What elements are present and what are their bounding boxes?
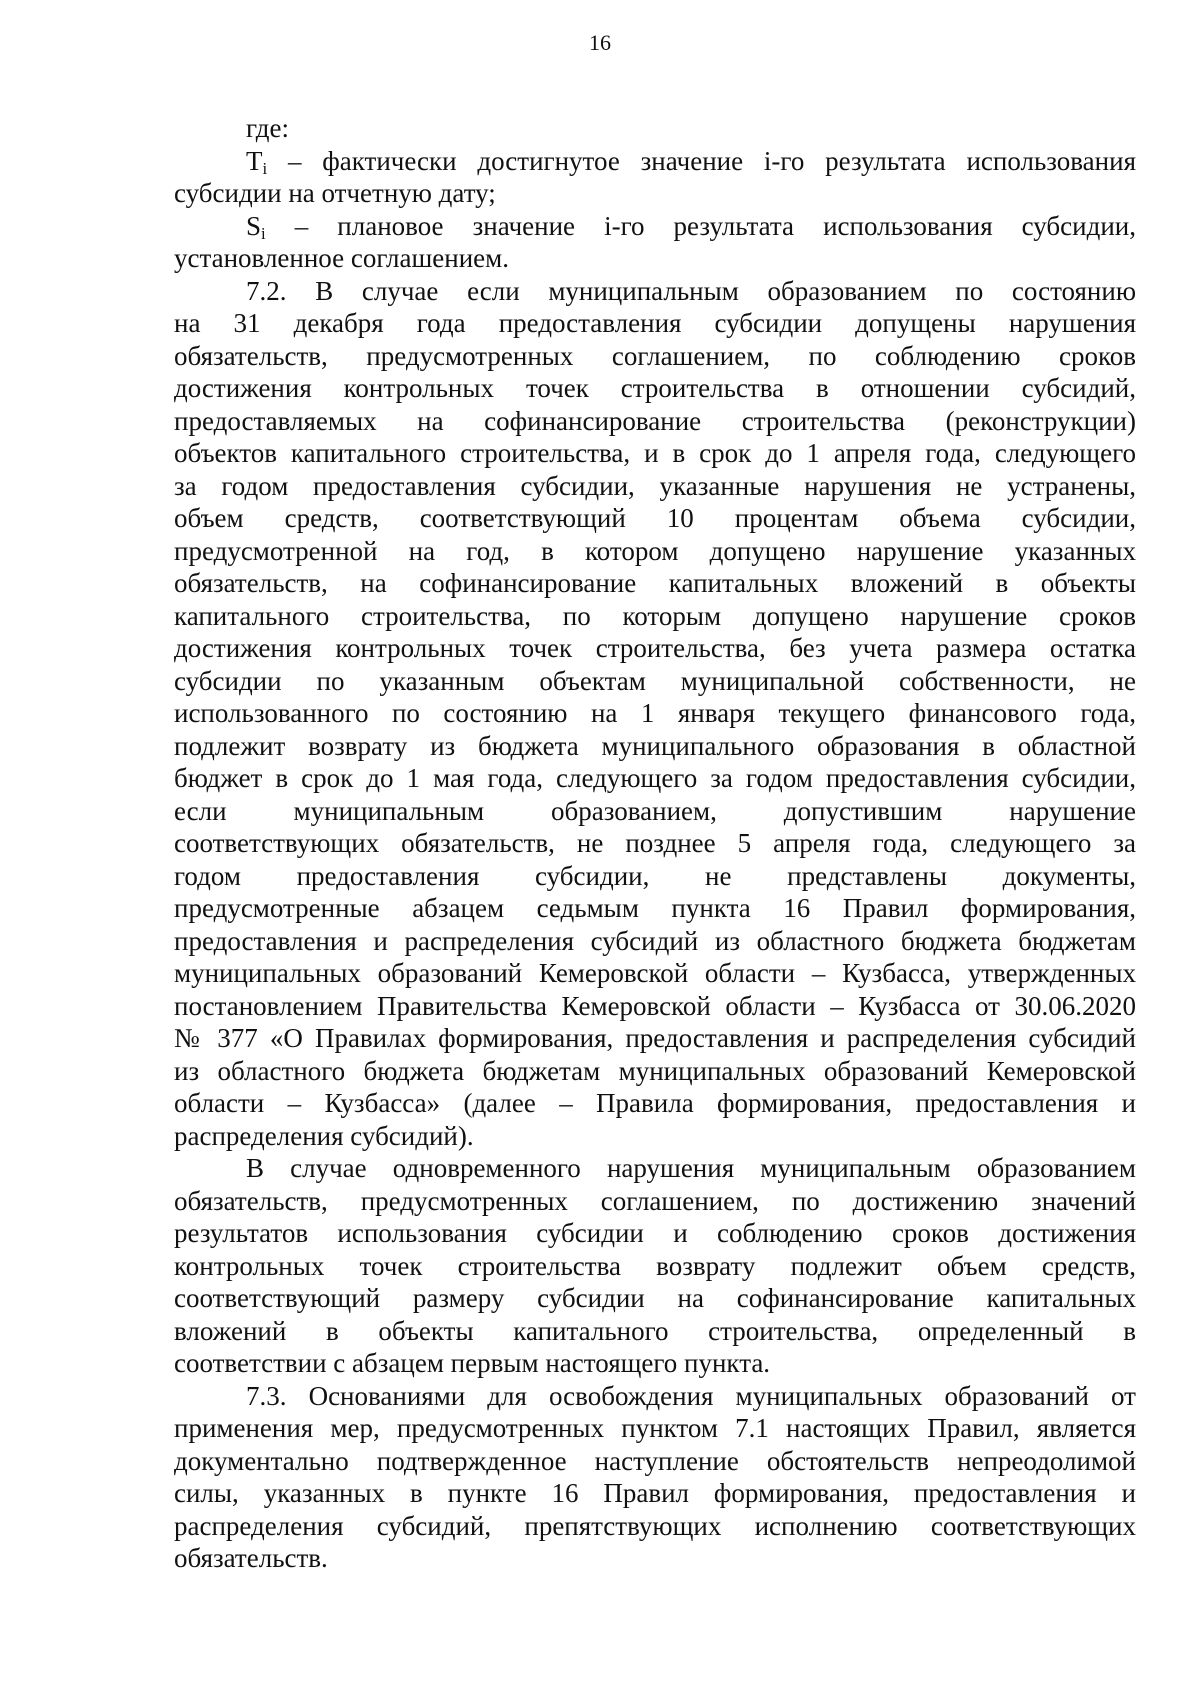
paragraph-line: применения мер, предусмотренных пунктом 7.1 настоящих Правил, является bbox=[174, 1413, 1136, 1443]
paragraph-line: 7.3. Основаниями для освобождения муниципальных образований от bbox=[246, 1380, 1136, 1411]
definition-s-line-1 bbox=[174, 210, 1136, 243]
document-body bbox=[174, 112, 1136, 1575]
paragraph-line: результатов использования субсидии и соблюдению сроков достижения bbox=[174, 1218, 1136, 1248]
paragraph-p-simultaneous bbox=[174, 1152, 1136, 1380]
paragraph-line: постановлением Правительства Кемеровской области – Кузбасса от 30.06.2020 bbox=[174, 990, 1136, 1021]
paragraph-line: субсидии по указанным объектам муниципальной собственности, не bbox=[174, 665, 1136, 696]
paragraph-line: предоставления и распределения субсидий из областного бюджета бюджетам bbox=[174, 925, 1136, 956]
s-symbol: S bbox=[246, 210, 262, 241]
paragraph-line: соответствующих обязательств, не позднее 5 апреля года, следующего за bbox=[174, 828, 1136, 858]
where-label: где: bbox=[246, 113, 289, 143]
paragraph-line: использованного по состоянию на 1 января текущего финансового года, bbox=[174, 698, 1136, 728]
paragraph-line: бюджет в срок до 1 мая года, следующего за годом предоставления субсидии, bbox=[174, 763, 1136, 793]
paragraph-line: объем средств, соответствующий 10 процентам объема субсидии, bbox=[174, 503, 1136, 533]
paragraph-line: силы, указанных в пункте 16 Правил формирования, предоставления и bbox=[174, 1478, 1136, 1508]
paragraph-p-7-3 bbox=[174, 1380, 1136, 1575]
t-subscript: i bbox=[262, 158, 268, 178]
paragraph-line: контрольных точек строительства возврату подлежит объем средств, bbox=[174, 1250, 1136, 1281]
paragraph-line: предоставляемых на софинансирование строительства (реконструкции) bbox=[174, 405, 1136, 436]
paragraph-line: № 377 «О Правилах формирования, предоставления и распределения субсидий bbox=[174, 1023, 1136, 1053]
paragraph-line: соответствующий размеру субсидии на софинансирование капитальных bbox=[174, 1283, 1136, 1313]
paragraph-line: обязательств, предусмотренных соглашением, по соблюдению сроков bbox=[174, 340, 1136, 371]
paragraph-p-7-2 bbox=[174, 275, 1136, 1153]
paragraph-line: на 31 декабря года предоставления субсидии допущены нарушения bbox=[174, 308, 1136, 338]
t-definition-text: – фактически достигнутое значение i-го результата использования bbox=[267, 145, 1136, 176]
paragraph-line: вложений в объекты капитального строительства, определенный в bbox=[174, 1315, 1136, 1346]
paragraph-line: если муниципальным образованием, допустившим нарушение bbox=[174, 795, 1136, 826]
paragraph-line: годом предоставления субсидии, не представлены документы, bbox=[174, 860, 1136, 891]
paragraph-line: распределения субсидий, препятствующих исполнению соответствующих bbox=[174, 1510, 1136, 1541]
definition-s-line-2: установленное соглашением. bbox=[174, 243, 509, 273]
paragraph-line: документально подтвержденное наступление обстоятельств непреодолимой bbox=[174, 1445, 1136, 1476]
definition-t-line-1 bbox=[174, 145, 1136, 178]
paragraph-line: распределения субсидий). bbox=[174, 1120, 474, 1151]
paragraph-line: обязательств. bbox=[174, 1543, 328, 1573]
paragraph-line: 7.2. В случае если муниципальным образованием по состоянию bbox=[246, 275, 1136, 306]
t-symbol: T bbox=[246, 145, 263, 176]
s-definition-text: – плановое значение i-го результата использования субсидии, bbox=[265, 210, 1136, 241]
paragraph-line: муниципальных образований Кемеровской области – Кузбасса, утвержденных bbox=[174, 958, 1136, 988]
paragraph-line: предусмотренной на год, в котором допущено нарушение указанных bbox=[174, 535, 1136, 566]
paragraph-line: объектов капитального строительства, и в срок до 1 апреля года, следующего bbox=[174, 438, 1136, 468]
paragraph-line: капитального строительства, по которым допущено нарушение сроков bbox=[174, 600, 1136, 631]
paragraph-line: достижения контрольных точек строительства, без учета размера остатка bbox=[174, 633, 1136, 663]
paragraph-line: подлежит возврату из бюджета муниципального образования в областной bbox=[174, 730, 1136, 761]
paragraph-line: за годом предоставления субсидии, указанные нарушения не устранены, bbox=[174, 470, 1136, 501]
paragraph-line: предусмотренные абзацем седьмым пункта 16 Правил формирования, bbox=[174, 893, 1136, 923]
paragraph-line: достижения контрольных точек строительства в отношении субсидий, bbox=[174, 373, 1136, 403]
definition-t-line-2: субсидии на отчетную дату; bbox=[174, 178, 496, 208]
page-number: 16 bbox=[589, 30, 611, 55]
paragraph-line: В случае одновременного нарушения муниципальным образованием bbox=[246, 1153, 1136, 1183]
paragraph-line: области – Кузбасса» (далее – Правила формирования, предоставления и bbox=[174, 1088, 1136, 1118]
paragraph-line: обязательств, на софинансирование капитальных вложений в объекты bbox=[174, 568, 1136, 598]
paragraph-line: соответствии с абзацем первым настоящего пункта. bbox=[174, 1348, 771, 1378]
s-subscript: i bbox=[261, 223, 266, 243]
paragraphs-container bbox=[174, 275, 1136, 1575]
paragraph-line: обязательств, предусмотренных соглашением, по достижению значений bbox=[174, 1185, 1136, 1216]
paragraph-line: из областного бюджета бюджетам муниципальных образований Кемеровской bbox=[174, 1055, 1136, 1086]
